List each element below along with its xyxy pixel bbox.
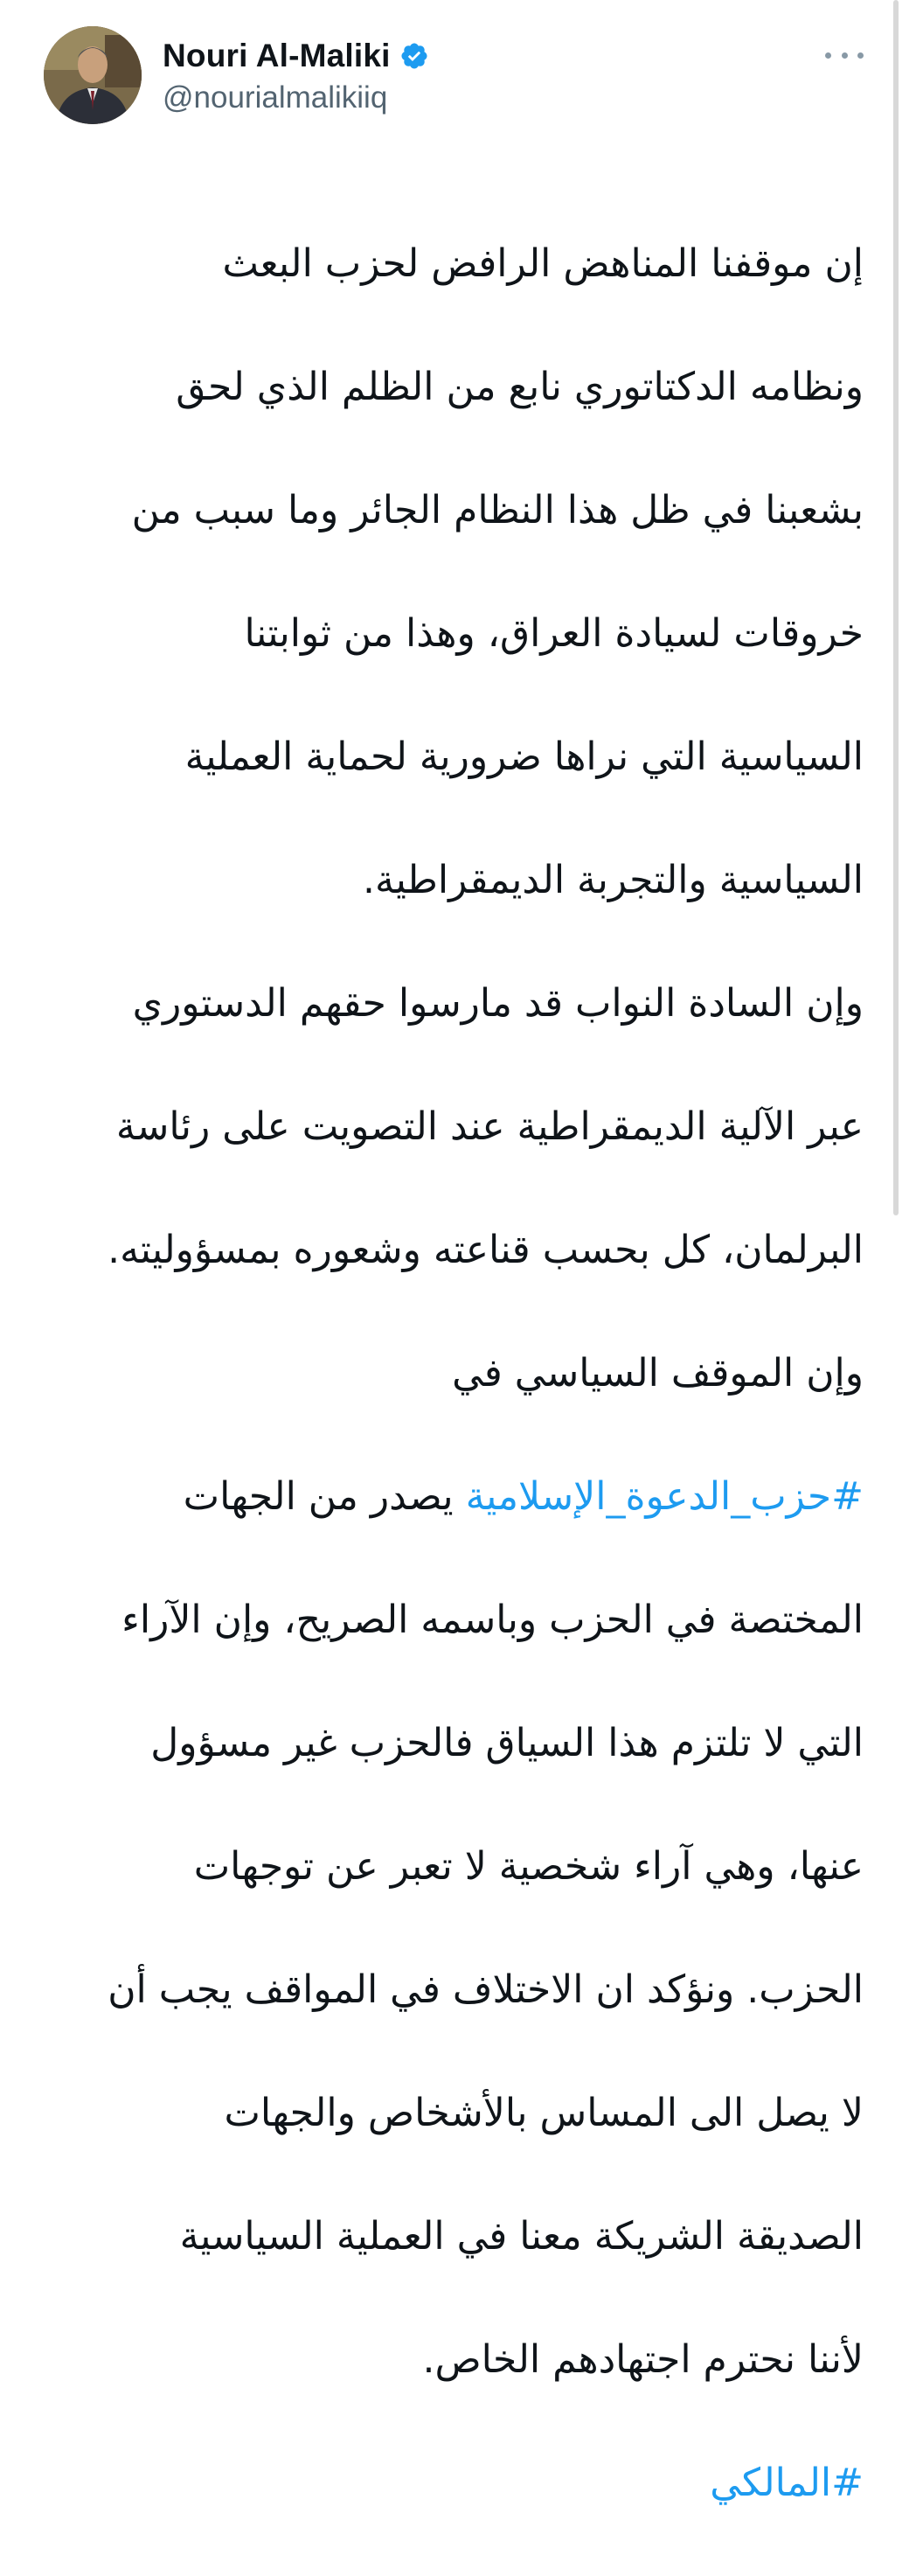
tweet-line: إن موقفنا المناهض الرافض لحزب البعث <box>222 240 864 286</box>
tweet-line-with-hashtag <box>42 1466 864 1528</box>
tweet-line: لا يصل الى المساس بالأشخاص والجهات <box>224 2090 864 2135</box>
hashtag-link[interactable]: #حزب_الدعوة_الإسلامية <box>465 1473 864 1519</box>
display-name[interactable]: Nouri Al-Maliki <box>163 38 391 73</box>
tweet-line: السياسية والتجربة الديمقراطية. <box>363 857 864 902</box>
tweet-line: بشعبنا في ظل هذا النظام الجائر وما سبب من <box>131 487 864 533</box>
verified-badge-icon <box>399 41 429 71</box>
tweet-text <box>42 171 864 2576</box>
more-options-icon[interactable] <box>825 42 864 68</box>
more-dot <box>857 52 864 59</box>
tweet-line: المختصة في الحزب وباسمه الصريح، وإن الآراء <box>121 1597 864 1642</box>
author-handle[interactable]: @nourialmalikiiq <box>163 80 388 115</box>
tweet-header <box>0 0 923 149</box>
tweet-line: وإن الموقف السياسي في <box>452 1350 864 1396</box>
tweet-line: ونظامه الدكتاتوري نابع من الظلم الذي لحق <box>176 364 864 409</box>
tweet-line: وإن السادة النواب قد مارسوا حقهم الدستوري <box>132 980 864 1026</box>
tweet-line: الحزب. ونؤكد ان الاختلاف في المواقف يجب أن <box>108 1967 864 2012</box>
author-names <box>163 33 429 115</box>
tweet-line: التي لا تلتزم هذا السياق فالحزب غير مسؤول <box>150 1720 864 1765</box>
display-name-row <box>163 33 429 79</box>
tweet-line: عنها، وهي آراء شخصية لا تعبر عن توجهات <box>193 1843 864 1889</box>
tweet-line: خروقات لسيادة العراق، وهذا من ثوابتنا <box>244 610 864 656</box>
more-dot <box>842 52 848 59</box>
more-dot <box>825 52 831 59</box>
tweet-line: عبر الآلية الديمقراطية عند التصويت على رئاسة <box>115 1104 864 1149</box>
avatar[interactable] <box>44 26 142 124</box>
tweet-line: الصديقة الشريكة معنا في العملية السياسية <box>179 2213 864 2259</box>
tweet-line: لأننا نحترم اجتهادهم الخاص. <box>422 2336 864 2382</box>
tweet-line: السياسية التي نراها ضرورية لحماية العملية <box>184 734 864 779</box>
avatar-image <box>44 26 142 124</box>
hashtag-link[interactable]: #المالكي <box>710 2460 864 2505</box>
scrollbar[interactable] <box>893 0 899 1215</box>
tweet-line: البرلمان، كل بحسب قناعته وشعوره بمسؤوليته. <box>108 1227 864 1272</box>
hashtag-suffix: يصدر من الجهات <box>183 1473 466 1519</box>
